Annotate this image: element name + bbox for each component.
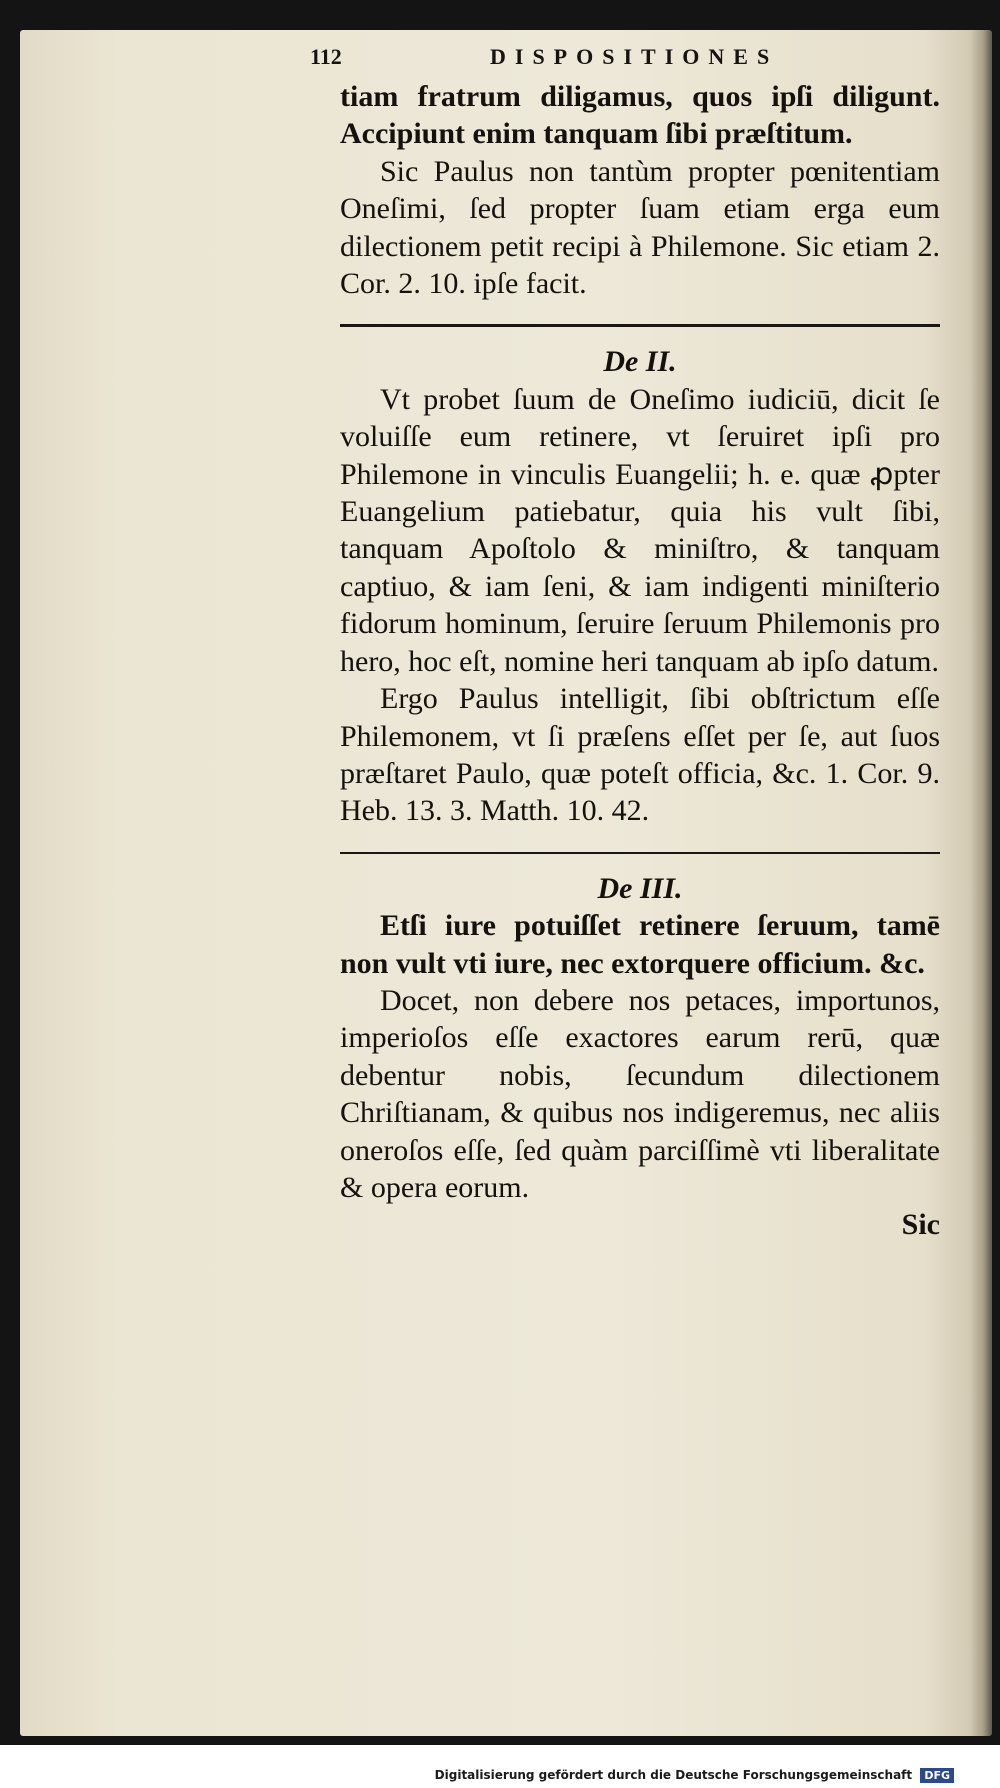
- page-number: 112: [310, 44, 342, 69]
- section-heading-2: De II.: [603, 345, 677, 379]
- paragraph-sic-paulus: Sic Paulus non tantùm propter pœnitentiam Oneſimi, ſed propter ſuam etiam erga eum dilectionem petit recipi à Philemone. Sic etiam 2. Cor. 2. 10. ipſe facit.: [340, 154, 940, 301]
- text-block: [340, 78, 940, 1244]
- section-heading-3: De III.: [597, 871, 683, 905]
- page-edge-shadow: [970, 30, 992, 1736]
- paragraph-section-2-first: Vt probet ſuum de Oneſimo iudiciū, dicit ſe voluiſſe eum retinere, vt ſeruiret ipſi pro Philemone in vinculis Euangelii; h. e. quæ ꝓpter Euangelium patiebatur, quia his vult ſibi, tanquam Apoſtolo & miniſtro, & tanquam captiuo, & iam ſeni, & iam indigenti miniſterio fidorum hominum, ſeruire ſeruum Philemonis pro hero, hoc eſt, nomine heri tanquam ab ipſo datum.: [340, 382, 940, 678]
- paragraph-continuation: tiam fratrum diligamus, quos ipſi diligunt. Accipiunt enim tanquam ſibi præſtitum.: [340, 80, 940, 151]
- dfg-logo: DFG: [920, 1768, 954, 1783]
- paragraph-section-3-second: Docet, non debere nos petaces, importunos, imperioſos eſſe exactores earum rerū, quæ debentur nobis, ſecundum dilectionem Chriſtianam, & quibus nos indigeremus, nec aliis oneroſos eſſe, ſed quàm parciſſimè vti liberalitate & opera eorum.: [340, 983, 940, 1204]
- running-title: DISPOSITIONES: [490, 44, 779, 69]
- paragraph-section-2-second: Ergo Paulus intelligit, ſibi obſtrictum eſſe Philemonem, vt ſi præſens eſſet per ſe, aut ſuos præſtaret Paulo, quæ poteſt officia, &c. 1. Cor. 9. Heb. 13. 3. Matth. 10. 42.: [340, 682, 940, 828]
- credit-text: Digitalisierung gefördert durch die Deutsche Forschungsgemeinschaft: [434, 1768, 913, 1782]
- paragraph-section-3-first: Etſi iure potuiſſet retinere ſeruum, tamē non vult vti iure, nec extorquere officium. &c.: [340, 909, 940, 980]
- section-divider: [340, 324, 940, 327]
- section-divider: [340, 852, 940, 854]
- catchword: Sic: [901, 1208, 940, 1242]
- digitization-credit: [435, 1768, 954, 1783]
